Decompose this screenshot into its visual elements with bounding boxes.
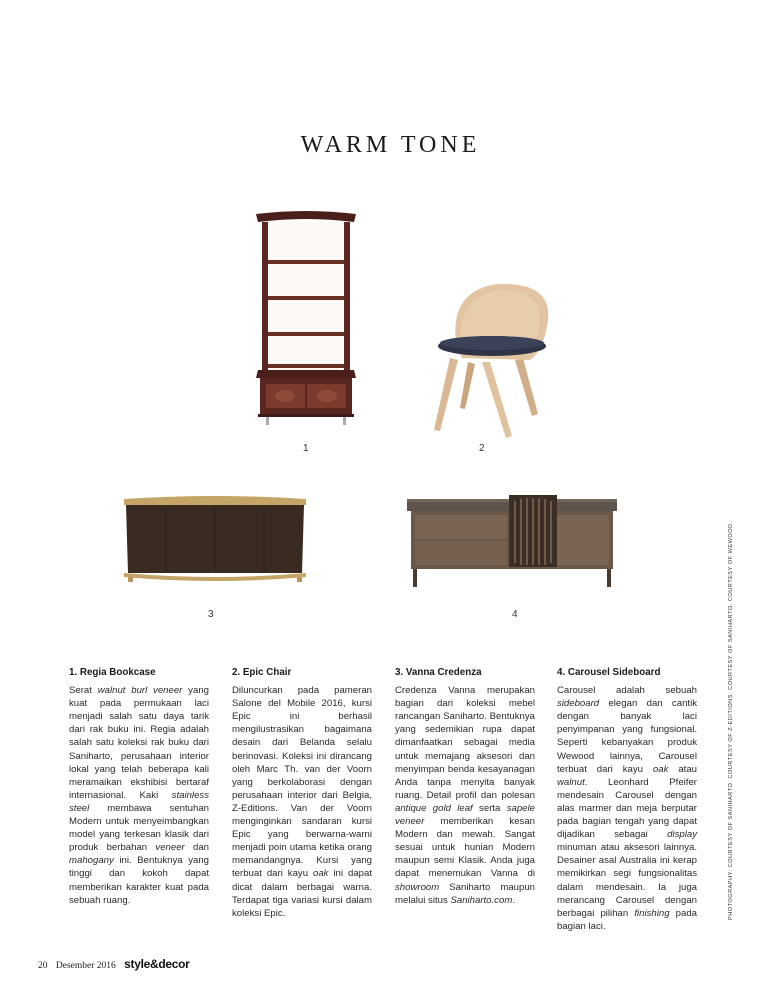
text-run: .: [512, 894, 515, 906]
article-heading: 1. Regia Bookcase: [69, 667, 156, 678]
text-run: ini. Bentuknya yang tinggi dan kokoh dapat memberikan karakter kuat pada sebuah ruang.: [69, 855, 209, 906]
italic-term: walnut: [557, 776, 585, 788]
text-run: Serat: [69, 685, 98, 697]
text-run: serta: [472, 802, 507, 814]
italic-term: showroom: [395, 881, 440, 893]
sideboard-image: [405, 493, 620, 589]
text-run: pada bagian laci.: [557, 907, 697, 932]
chair-image: [420, 280, 555, 442]
text-run: Carousel adalah sebuah: [557, 685, 697, 697]
article-regia-bookcase: [69, 666, 209, 907]
text-run: yang kuat pada permukaan laci menjadi salah satu daya tarik dari rak buku ini. Regia adalah salah satu koleksi rak buku dari Saniharto, perusahaan interior lokal yang telah beberapa kali meramaikan ekshibisi bertaraf internasional. Kaki: [69, 685, 209, 801]
credenza-image: [120, 493, 310, 583]
figure-number: 3: [208, 609, 214, 620]
figure-number: 1: [303, 443, 309, 454]
article-vanna-credenza: [395, 666, 535, 907]
text-run: elegan dan cantik dengan banyak laci penyimpanan yang fungsional. Seperti kebanyakan produk Wewood lainnya, Carousel terbuat dari kayu: [557, 698, 697, 775]
article-heading: 3. Vanna Credenza: [395, 667, 482, 678]
text-run: atau: [668, 763, 697, 775]
italic-term: sideboard: [557, 698, 600, 710]
italic-term: sapele veneer: [395, 802, 535, 828]
photo-credit-text: PHOTOGRAPHY: COURTESY OF SANIHARTO. COURTESY OF Z-EDITIONS. COURTESY OF SANIHARTO. COURTESY OF WEWOOD.: [728, 521, 734, 920]
italic-term: veneer: [155, 842, 185, 854]
italic-term: oak: [313, 868, 329, 880]
article-body: [557, 684, 697, 933]
figure-number: 4: [512, 609, 518, 620]
article-heading: 2. Epic Chair: [232, 667, 292, 678]
figure-number: 2: [479, 443, 485, 454]
text-run: . Leonhard Pfeifer mendesain Carousel dengan alas marmer dan meja berputar pada bagian tengah yang dapat dijadikan sebagai: [557, 776, 697, 841]
text-run: Credenza Vanna merupakan bagian dari koleksi mebel rancangan Saniharto. Bentuknya yang sedemikian rupa dapat dimanfaatkan sebagai media untuk memajang aksesori dan menyimpan benda kesayanagan Anda tanpa menyita banyak ruang. Detail profil dan polesan: [395, 685, 535, 801]
italic-term: walnut burl veneer: [97, 685, 183, 697]
photo-credit: [720, 521, 740, 920]
text-run: minuman atau aksesori lainnya. Desainer asal Australia ini kerap memikirkan segi fungsionalitas dalam mendesain. Ia juga merancang Carousel dengan berbagai pilihan: [557, 842, 697, 919]
italic-term: stainless steel: [69, 789, 209, 814]
italic-term: antique gold leaf: [395, 802, 473, 814]
text-run: Diluncurkan pada pameran Salone del Mobile 2016, kursi Epic ini berhasil mengilustrasikan bagaimana desain dari Belanda selalu berinovasi. Koleksi ini dirancang oleh Marc Th. van der Voorn yang berkolaborasi dengan perusahaan interior dari Belgia, Z-Editions. Van der Voorn menginginkan sandaran kursi Epic yang berwarna-warni menjadi poin utama ketika orang memandangnya. Kursi yang terbuat dari kayu: [232, 685, 372, 880]
italic-term: finishing: [634, 907, 670, 919]
page-title: WARM TONE: [300, 132, 481, 158]
text-run: Saniharto maupun melalui situs: [395, 881, 535, 906]
article-body: [232, 684, 372, 920]
italic-term: oak: [652, 763, 669, 775]
text-run: membawa sentuhan Modern untuk menyeimbangkan model yang terkesan klasik dari produk berbahan: [69, 802, 209, 854]
page-number: 20: [38, 961, 48, 971]
article-carousel-sideboard: [557, 666, 697, 933]
text-run: memberikan kesan Modern dan mewah. Sangat sesuai untuk hunian Modern maupun semi Klasik. Anda juga dapat menemukan Vanna di: [395, 816, 535, 880]
text-run: ini dapat dicat dalam berbagai warna. Terdapat tiga variasi kursi dalam koleksi Epic.: [232, 868, 372, 919]
article-body: [69, 684, 209, 907]
article-body: [395, 684, 535, 907]
italic-term: display: [667, 829, 697, 841]
bookcase-image: [250, 208, 362, 426]
magazine-logo: style&decor: [124, 957, 190, 971]
article-heading: 4. Carousel Sideboard: [557, 667, 661, 678]
italic-term: Saniharto.com: [450, 894, 513, 906]
italic-term: mahogany: [69, 855, 114, 867]
text-run: dan: [184, 842, 209, 854]
issue-date: Desember 2016: [55, 961, 116, 971]
page-footer: [38, 957, 190, 971]
article-epic-chair: [232, 666, 372, 920]
